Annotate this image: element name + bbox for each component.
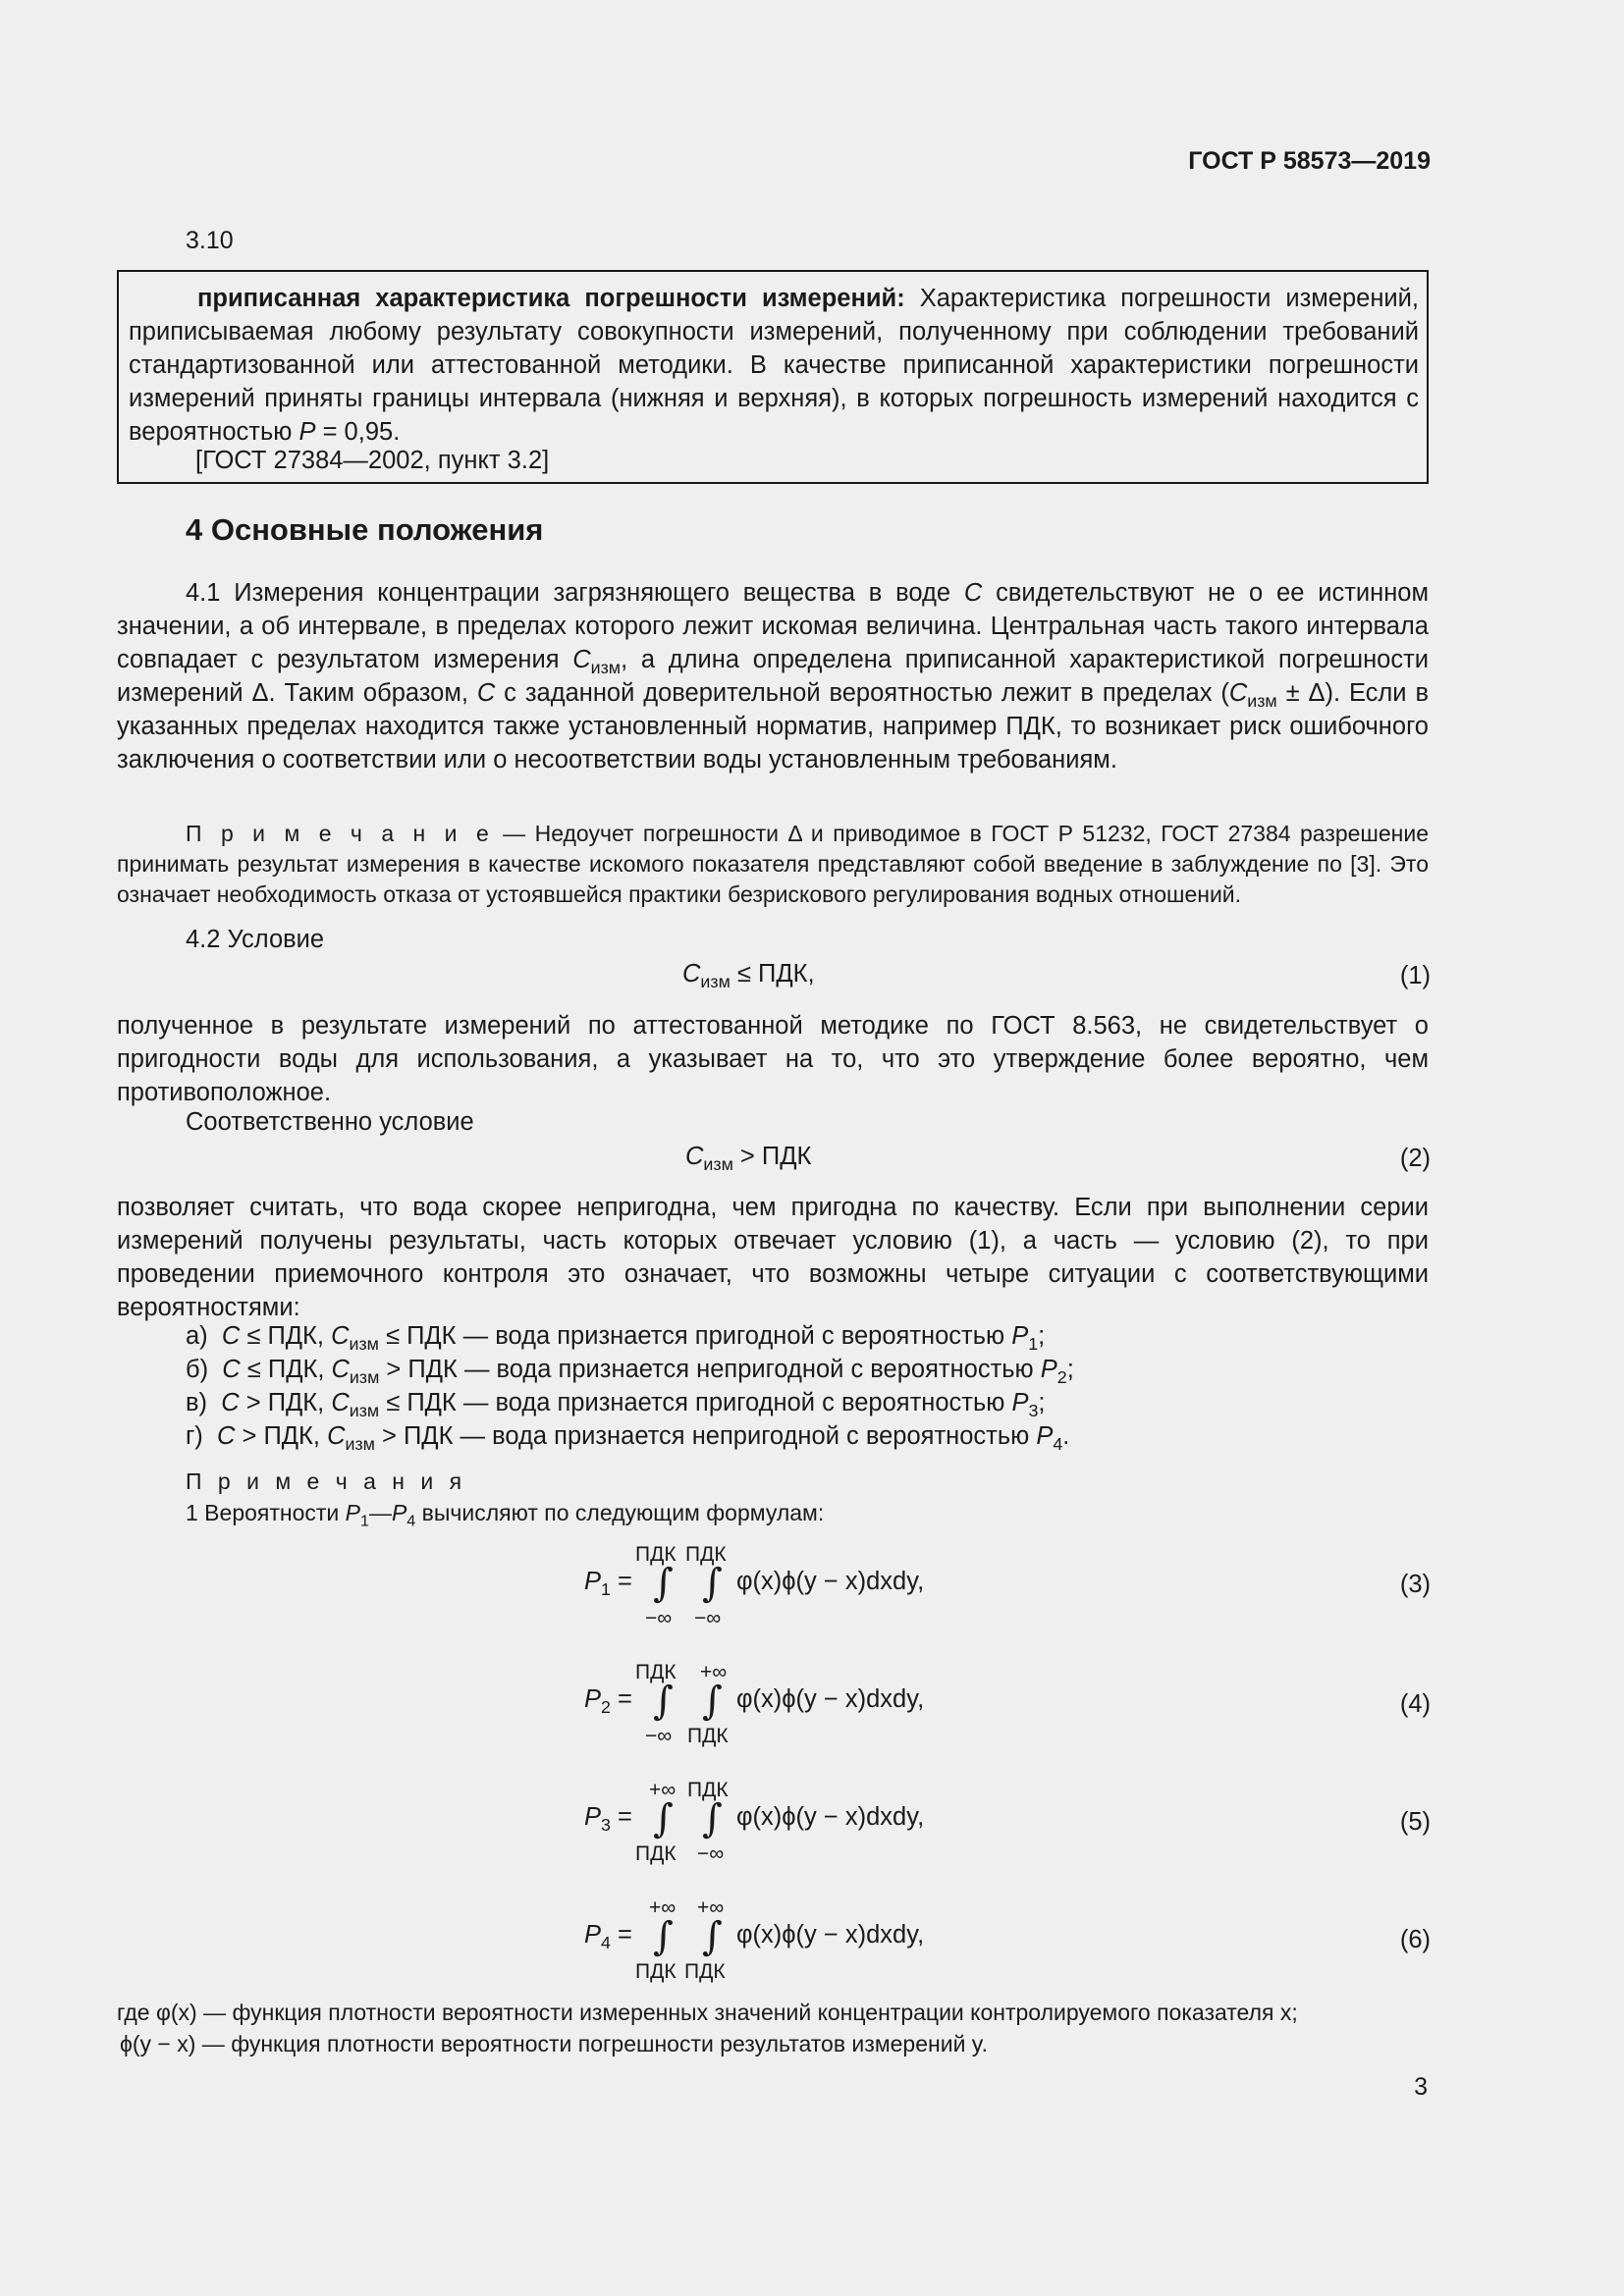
paragraph-after-formula-1: полученное в результате измерений по аттестованной методике по ГОСТ 8.563, не свидетельствует о пригодности воды для использования, а указывает на то, что это утверждение более вероятно, чем противоположное. — [117, 1012, 1429, 1106]
formula-4: $P_2$ = ПДК ∫ −∞ +∞ ∫ ПДК φ(x)ϕ(y − x)dxdy, — [584, 1661, 925, 1747]
formula-2: $C_{изм}$ > ПДК — [685, 1143, 812, 1175]
formula-3: $P_1$ = ПДК ∫ −∞ ПДК ∫ −∞ φ(x)ϕ(y − x)dxdy, — [584, 1543, 925, 1629]
formula-4-number: (4) — [1399, 1690, 1431, 1718]
note-block: П р и м е ч а н и е — Недоучет погрешности Δ и приводимое в ГОСТ Р 51232, ГОСТ 27384 разрешение принимать результат измерения в качестве искомого показателя представляют собой введение в заблуждение по [3]. Это означает необходимость отказа от устоявшейся практики безрискового регулирования водных отношений. — [117, 821, 1429, 907]
term-number: 3.10 — [186, 227, 234, 254]
term-definition: приписанная характеристика погрешности измерений: Характеристика погрешности измерений, приписываемая любому результату совокупности измерений, полученному при соблюдении требований стандартизованной или аттестованной методики. В качестве приписанной характеристики погрешности измерений приняты границы интервала (нижняя и верхняя), в которых погрешность измерений находится с вероятностью P = 0,95. — [129, 285, 1419, 446]
paragraph-4-2: 4.2 Условие — [186, 926, 325, 953]
formula-1: $C_{изм}$ ≤ ПДК, — [682, 960, 815, 992]
formula-5: $P_3$ = +∞ ∫ ПДК ПДК ∫ −∞ φ(x)ϕ(y − x)dxdy, — [584, 1779, 925, 1865]
where-line-1: где φ(x) — функция плотности вероятности измеренных значений концентрации контролируемого показателя x; — [117, 2000, 1298, 2025]
where-line-2: ϕ(y − x) — функция плотности вероятности погрешности результатов измерений y. — [120, 2031, 988, 2056]
formula-6: $P_4$ = +∞ ∫ ПДК +∞ ∫ ПДК φ(x)ϕ(y − x)dxdy, — [584, 1896, 925, 1983]
term-definition-box — [117, 270, 1429, 484]
paragraph-conditional: Соответственно условие — [186, 1108, 474, 1136]
formula-6-number: (6) — [1399, 1926, 1431, 1953]
section-heading: 4 Основные положения — [186, 512, 544, 547]
term-title: приписанная характеристика погрешности измерений: — [197, 285, 905, 312]
list-item: в) C > ПДК, $C_{изм}$ ≤ ПДК — вода признается пригодной с вероятностью $P_3$; — [186, 1389, 1046, 1421]
formula-2-number: (2) — [1399, 1145, 1431, 1172]
page-number: 3 — [1414, 2073, 1428, 2101]
note-1: 1 Вероятности $P_1—P_4$ вычисляют по следующим формулам: — [186, 1500, 825, 1530]
standard-header: ГОСТ Р 58573—2019 — [1188, 147, 1431, 175]
term-reference: [ГОСТ 27384—2002, пункт 3.2] — [195, 447, 550, 474]
paragraph-4-1: 4.1 Измерения концентрации загрязняющего вещества в воде C свидетельствуют не о ее истинном значении, а об интервале, в пределах которого лежит искомая величина. Центральная часть такого интервала совпадает с результатом измерения $C_{изм}$, а длина определена приписанной характеристикой погрешности измерений Δ. Таким образом, C с заданной доверительной вероятностью лежит в пределах $(C_{изм} \pm \Delta)$. Если в указанных пределах находится также установленный норматив, например ПДК, то возникает риск ошибочного заключения о соответствии или о несоответствии воды установленным требованиям. — [117, 579, 1430, 774]
list-item: б) C ≤ ПДК, $C_{изм}$ > ПДК — вода признается непригодной с вероятностью $P_2$; — [186, 1356, 1074, 1388]
formula-1-number: (1) — [1399, 962, 1431, 989]
formula-5-number: (5) — [1399, 1808, 1431, 1836]
list-item: а) C ≤ ПДК, $C_{изм}$ ≤ ПДК — вода признается пригодной с вероятностью $P_1$; — [186, 1322, 1046, 1355]
paragraph-after-formula-2: позволяет считать, что вода скорее непригодна, чем пригодна по качеству. Если при выполнении серии измерений получены результаты, часть которых отвечает условию (1), а часть — условию (2), то при проведении приемочного контроля это означает, что возможны четыре ситуации с соответствующими вероятностями: — [117, 1194, 1429, 1321]
formula-3-number: (3) — [1399, 1571, 1431, 1598]
notes-label: П р и м е ч а н и я — [186, 1468, 467, 1494]
list-item: г) C > ПДК, $C_{изм}$ > ПДК — вода признается непригодной с вероятностью $P_4$. — [186, 1422, 1070, 1455]
